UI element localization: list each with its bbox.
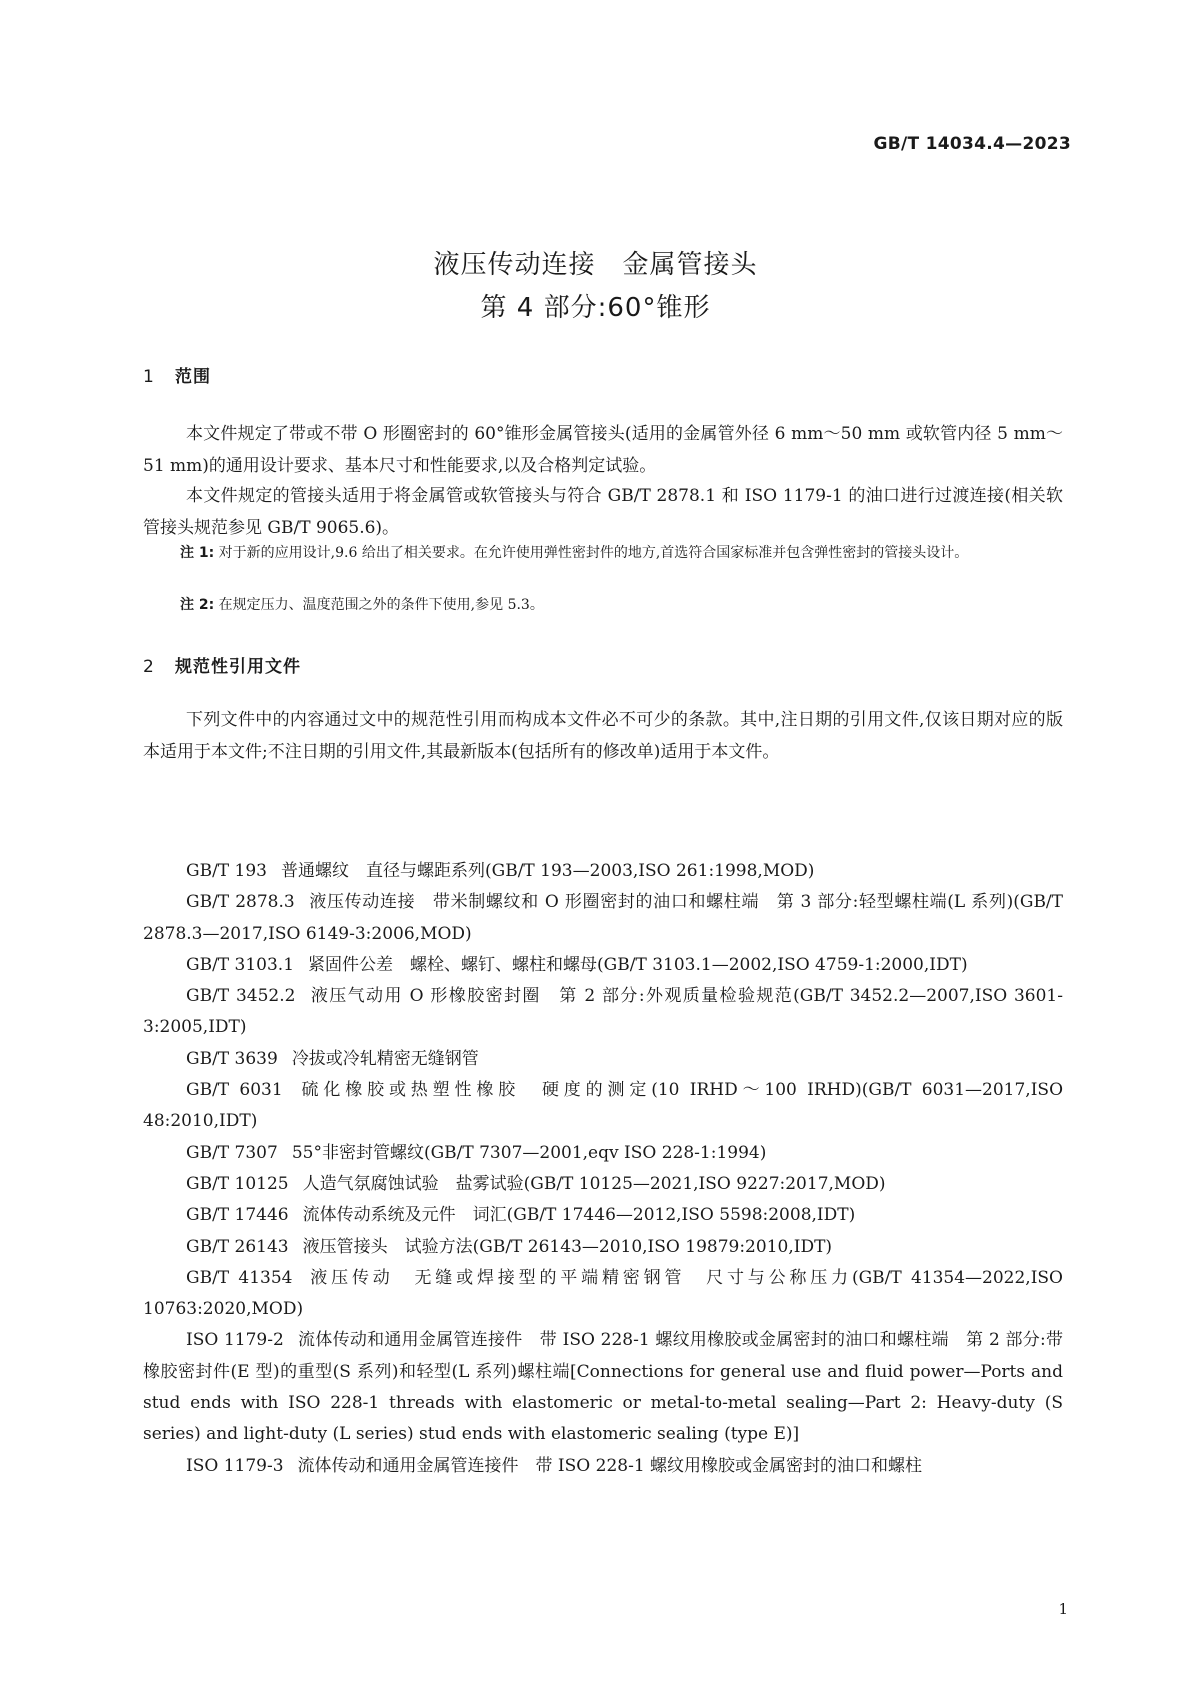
reference-text: 液压管接头 试验方法(GB/T 26143—2010,ISO 19879:2010,IDT) xyxy=(302,1236,833,1257)
reference-item xyxy=(143,1044,1063,1075)
reference-text: 紧固件公差 螺栓、螺钉、螺柱和螺母(GB/T 3103.1—2002,ISO 4759-1:2000,IDT) xyxy=(308,954,968,975)
document-subtitle: 第 4 部分:60°锥形 xyxy=(480,293,711,323)
reference-item xyxy=(143,1169,1063,1200)
reference-text: 人造气氛腐蚀试验 盐雾试验(GB/T 10125—2021,ISO 9227:2017,MOD) xyxy=(302,1173,886,1194)
note-text: 在规定压力、温度范围之外的条件下使用,参见 5.3。 xyxy=(218,597,544,613)
reference-list xyxy=(143,856,1063,1482)
reference-code: GB/T 3639 xyxy=(186,1048,278,1069)
reference-item xyxy=(143,1075,1063,1138)
note-text: 对于新的应用设计,9.6 给出了相关要求。在允许使用弹性密封件的地方,首选符合国家标准并包含弹性密封的管接头设计。 xyxy=(218,545,969,561)
reference-item xyxy=(143,1263,1063,1326)
standard-code: GB/T 14034.4—2023 xyxy=(873,134,1071,154)
reference-item xyxy=(143,856,1063,887)
reference-text: 液压气动用 O 形橡胶密封圈 第 2 部分:外观质量检验规范(GB/T 3452.2—2007,ISO 3601-3:2005,IDT) xyxy=(143,986,1063,1038)
paragraph: 本文件规定的管接头适用于将金属管或软管接头与符合 GB/T 2878.1 和 ISO 1179-1 的油口进行过渡连接(相关软管接头规范参见 GB/T 9065.6)。 xyxy=(143,486,1063,538)
note xyxy=(180,592,1105,618)
note xyxy=(180,540,1105,566)
reference-item xyxy=(143,981,1063,1044)
reference-code: GB/T 17446 xyxy=(186,1205,289,1226)
reference-item xyxy=(143,1138,1063,1169)
reference-code: GB/T 3103.1 xyxy=(186,954,295,975)
reference-text: 流体传动系统及元件 词汇(GB/T 17446—2012,ISO 5598:2008,IDT) xyxy=(302,1205,856,1226)
reference-text: 流体传动和通用金属管连接件 带 ISO 228-1 螺纹用橡胶或金属密封的油口和螺柱端 第 2 部分:带橡胶密封件(E 型)的重型(S 系列)和轻型(L 系列)螺柱端[Connections for general use and fluid power—Ports and stud ends with ISO 228-1 threads with elastomeric or metal-to-metal sealing—Part 2: Heavy-duty (S series) and light-duty (L series) stud ends with elastomeric sealing (type E)] xyxy=(143,1330,1063,1445)
section-number: 2 xyxy=(143,657,155,677)
reference-text: 液压传动 无缝或焊接型的平端精密钢管 尺寸与公称压力(GB/T 41354—2022,ISO 10763:2020,MOD) xyxy=(143,1267,1063,1320)
reference-text: 普通螺纹 直径与螺距系列(GB/T 193—2003,ISO 261:1998,MOD) xyxy=(281,861,815,881)
reference-text: 硫化橡胶或热塑性橡胶 硬度的测定(10 IRHD～100 IRHD)(GB/T 6031—2017,ISO 48:2010,IDT) xyxy=(143,1080,1063,1132)
note-label: 注 2: xyxy=(180,597,215,613)
reference-code: GB/T 193 xyxy=(186,861,267,881)
reference-item xyxy=(143,1325,1063,1450)
reference-item xyxy=(143,887,1063,950)
paragraph: 本文件规定了带或不带 O 形圈密封的 60°锥形金属管接头(适用的金属管外径 6 mm～50 mm 或软管内径 5 mm～51 mm)的通用设计要求、基本尺寸和性能要求,以及合格判定试验。 xyxy=(143,424,1063,476)
document-title: 液压传动连接 金属管接头 xyxy=(433,250,758,280)
reference-text: 55°非密封管螺纹(GB/T 7307—2001,eqv ISO 228-1:1994) xyxy=(291,1142,767,1163)
reference-item xyxy=(143,1451,1063,1482)
page-number: 1 xyxy=(1058,1600,1068,1618)
reference-item xyxy=(143,1200,1063,1231)
reference-code: ISO 1179-2 xyxy=(186,1330,284,1351)
reference-code: GB/T 41354 xyxy=(186,1267,293,1288)
paragraph: 下列文件中的内容通过文中的规范性引用而构成本文件必不可少的条款。其中,注日期的引用文件,仅该日期对应的版本适用于本文件;不注日期的引用文件,其最新版本(包括所有的修改单)适用于本文件。 xyxy=(143,710,1063,762)
reference-code: GB/T 2878.3 xyxy=(186,892,295,913)
reference-item xyxy=(143,1232,1063,1263)
reference-code: ISO 1179-3 xyxy=(186,1455,284,1476)
reference-code: GB/T 7307 xyxy=(186,1142,278,1163)
reference-code: GB/T 6031 xyxy=(186,1080,283,1101)
section-number: 1 xyxy=(143,367,155,387)
section-heading-normative-references xyxy=(143,652,301,677)
reference-text: 流体传动和通用金属管连接件 带 ISO 228-1 螺纹用橡胶或金属密封的油口和螺柱 xyxy=(297,1455,923,1476)
reference-code: GB/T 26143 xyxy=(186,1236,289,1257)
reference-code: GB/T 3452.2 xyxy=(186,986,296,1007)
section-heading-scope xyxy=(143,362,211,387)
reference-text: 液压传动连接 带米制螺纹和 O 形圈密封的油口和螺柱端 第 3 部分:轻型螺柱端(L 系列)(GB/T 2878.3—2017,ISO 6149-3:2006,MOD) xyxy=(143,892,1063,944)
section-title: 规范性引用文件 xyxy=(175,657,301,677)
reference-text: 冷拔或冷轧精密无缝钢管 xyxy=(291,1048,479,1069)
section-title: 范围 xyxy=(175,367,211,387)
reference-code: GB/T 10125 xyxy=(186,1173,289,1194)
note-label: 注 1: xyxy=(180,545,215,561)
reference-item xyxy=(143,950,1063,981)
